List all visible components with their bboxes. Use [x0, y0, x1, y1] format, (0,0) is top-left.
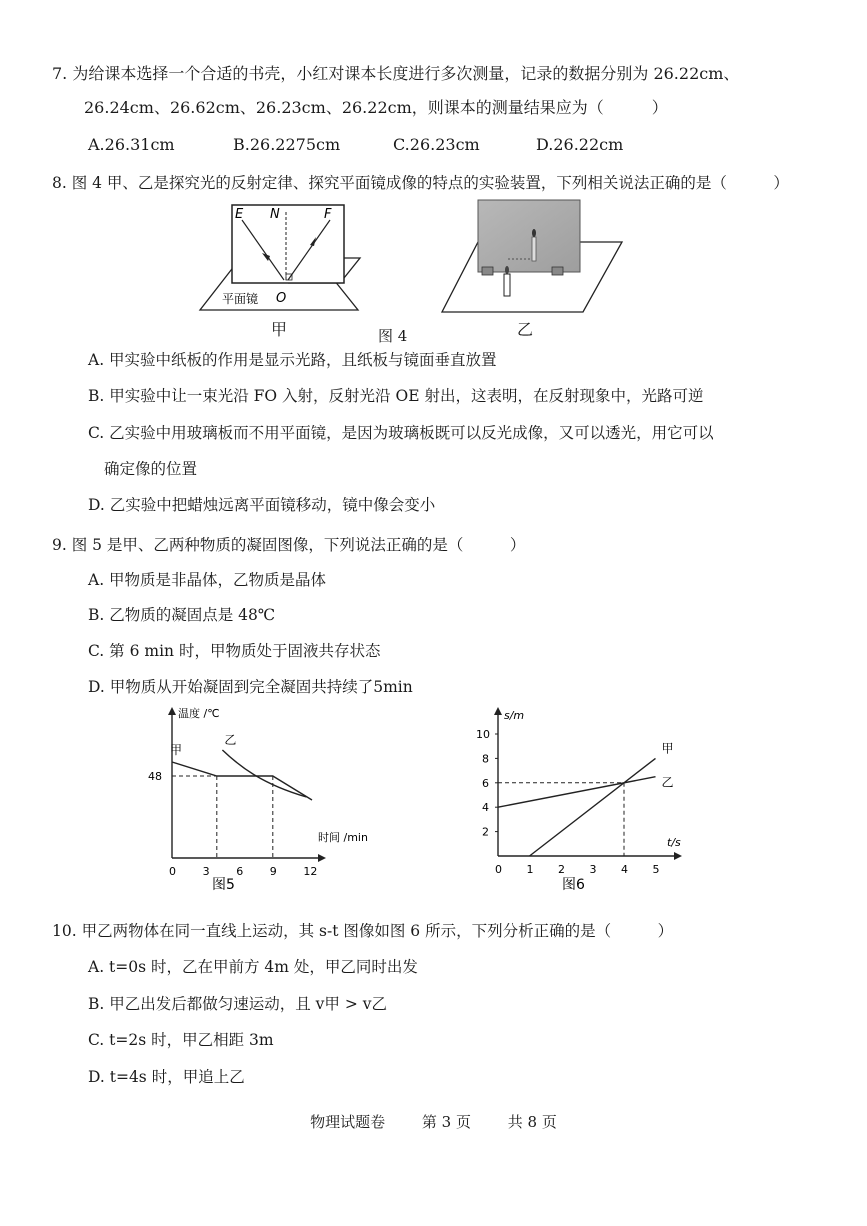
plate-support-left — [482, 267, 493, 275]
y-tick-label: 10 — [476, 728, 490, 741]
page-footer — [0, 1111, 867, 1132]
footer-subject: 物理试题卷 — [310, 1113, 386, 1131]
y-axis-arrow — [168, 707, 176, 715]
label-e: E — [235, 207, 244, 222]
q9-option-c: C. 第 6 min 时，甲物质处于固液共存状态 — [88, 642, 381, 660]
front-flame — [505, 266, 509, 274]
x-axis-arrow — [318, 854, 326, 862]
x-tick-label: 2 — [558, 863, 565, 876]
x-tick-label: 0 — [169, 865, 176, 878]
series-label: 甲 — [661, 741, 674, 756]
q9-option-a: A. 甲物质是非晶体，乙物质是晶体 — [88, 571, 327, 589]
q7-line2: 26.24cm、26.62cm、26.23cm、26.22cm，则课本的测量结果应为（ ） — [84, 98, 668, 117]
x-tick-label: 5 — [652, 863, 660, 876]
q8-option-c-line2: 确定像的位置 — [104, 460, 198, 478]
series-label: 甲 — [170, 743, 183, 757]
series-label: 乙 — [224, 733, 237, 747]
q7-line1: 7. 为给课本选择一个合适的书壳，小红对课本长度进行多次测量，记录的数据分别为 26.22cm、 — [52, 64, 740, 83]
front-candle — [504, 274, 510, 296]
x-tick-label: 0 — [495, 863, 502, 876]
y-tick-label: 48 — [148, 770, 162, 783]
label-o: O — [276, 291, 287, 306]
chart-caption: 图5 — [212, 877, 235, 893]
x-axis-label: t/s — [667, 836, 681, 849]
q7-option-d: D.26.22cm — [536, 135, 624, 154]
figure-4-jia-label: 甲 — [271, 320, 288, 339]
figure-6-chart — [470, 703, 690, 893]
q10-stem: 10. 甲乙两物体在同一直线上运动，其 s-t 图像如图 6 所示，下列分析正确的是（ ） — [52, 922, 674, 940]
footer-total: 共 8 页 — [507, 1113, 557, 1131]
image-candle — [532, 237, 536, 261]
q10-option-d: D. t=4s 时，甲追上乙 — [88, 1068, 245, 1086]
x-tick-label: 1 — [526, 863, 534, 876]
q9-stem: 9. 图 5 是甲、乙两种物质的凝固图像，下列说法正确的是（ ） — [52, 536, 526, 554]
footer-page: 第 3 页 — [421, 1113, 471, 1131]
q8-stem: 8. 图 4 甲、乙是探究光的反射定律、探究平面镜成像的特点的实验装置，下列相关说法正确的是（ ） — [52, 174, 789, 192]
q10-option-c: C. t=2s 时，甲乙相距 3m — [88, 1031, 274, 1049]
x-tick-label: 9 — [269, 865, 277, 878]
figure-4-yi-label: 乙 — [517, 320, 534, 339]
image-flame — [532, 229, 536, 237]
series-line — [530, 758, 656, 856]
label-f: F — [324, 207, 332, 222]
x-tick-label: 6 — [236, 865, 244, 878]
y-tick-label: 4 — [482, 801, 489, 815]
q7-option-c: C.26.23cm — [393, 135, 480, 154]
x-axis-arrow — [674, 852, 682, 860]
y-tick-label: 2 — [482, 825, 489, 839]
q7-option-a: A.26.31cm — [88, 135, 175, 154]
label-mirror: 平面镜 — [222, 292, 259, 306]
x-axis-label: 时间 /min — [318, 831, 368, 844]
x-tick-label: 3 — [589, 863, 597, 876]
x-tick-label: 12 — [303, 865, 318, 878]
chart-caption: 图6 — [562, 877, 585, 893]
label-n: N — [270, 207, 280, 222]
series-line — [498, 777, 656, 808]
q8-option-a: A. 甲实验中纸板的作用是显示光路，且纸板与镜面垂直放置 — [88, 351, 497, 369]
glass-plate — [478, 200, 580, 272]
x-tick-label: 3 — [202, 865, 210, 878]
q10-option-b: B. 甲乙出发后都做匀速运动，且 v甲 > v乙 — [88, 995, 388, 1013]
y-axis-label: s/m — [504, 709, 525, 722]
q8-option-d: D. 乙实验中把蜡烛远离平面镜移动，镜中像会变小 — [88, 496, 436, 514]
series-label: 乙 — [661, 775, 674, 790]
q9-option-b: B. 乙物质的凝固点是 48℃ — [88, 606, 276, 624]
y-tick-label: 6 — [482, 776, 489, 790]
series-line — [172, 762, 312, 800]
series-line — [222, 750, 306, 797]
q9-option-d: D. 甲物质从开始凝固到完全凝固共持续了5min — [88, 678, 413, 696]
x-tick-label: 4 — [621, 863, 628, 876]
figure-5-chart — [150, 703, 410, 893]
q8-option-c-line1: C. 乙实验中用玻璃板而不用平面镜，是因为玻璃板既可以反光成像，又可以透光，用它可以 — [88, 424, 714, 442]
y-axis-label: 温度 /℃ — [178, 707, 220, 720]
q8-option-b: B. 甲实验中让一束光沿 FO 入射，反射光沿 OE 射出，这表明，在反射现象中，光路可逆 — [88, 387, 704, 405]
figure-4-caption: 图 4 — [378, 327, 408, 345]
plate-support-right — [552, 267, 563, 275]
q10-option-a: A. t=0s 时，乙在甲前方 4m 处，甲乙同时出发 — [88, 958, 418, 976]
y-tick-label: 8 — [482, 752, 489, 766]
q7-option-b: B.26.2275cm — [233, 135, 341, 154]
figure-4-glass-plate-apparatus — [440, 197, 625, 322]
y-axis-arrow — [494, 707, 502, 715]
figure-4-reflection-apparatus — [190, 200, 390, 330]
